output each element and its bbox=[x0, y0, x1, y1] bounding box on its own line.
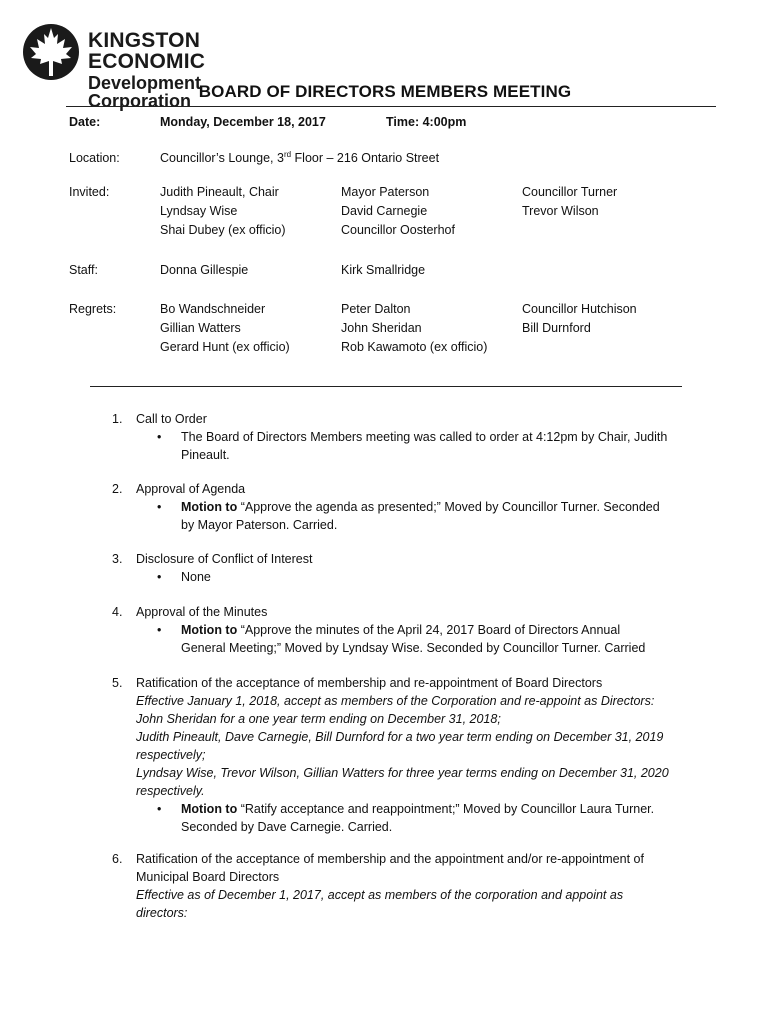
location-value bbox=[160, 149, 439, 168]
bullet-line: General Meeting;” Moved by Lyndsay Wise. Seconded by Councillor Turner. Carried bbox=[181, 641, 646, 655]
invited-col-1 bbox=[160, 183, 286, 240]
item-heading: Call to Order bbox=[136, 412, 207, 426]
regrets-col-3 bbox=[522, 300, 637, 338]
staff-member: Donna Gillespie bbox=[160, 263, 249, 277]
bullet-text bbox=[181, 428, 701, 464]
bullet-line: “Approve the minutes of the April 24, 2017 Board of Directors Annual bbox=[237, 623, 621, 637]
detail-line: directors: bbox=[136, 906, 188, 920]
detail-line: John Sheridan for a one year term ending on December 31, 2018; bbox=[136, 712, 501, 726]
regret-member: Bo Wandschneider bbox=[160, 302, 266, 316]
regrets-col-1 bbox=[160, 300, 290, 357]
invitee: Lyndsay Wise bbox=[160, 204, 238, 218]
regret-member: Rob Kawamoto (ex officio) bbox=[341, 340, 488, 354]
bullet-text bbox=[181, 621, 701, 657]
invitee: Mayor Paterson bbox=[341, 185, 430, 199]
invitee: Shai Dubey (ex officio) bbox=[160, 223, 286, 237]
bullet-text bbox=[181, 498, 701, 534]
bullet-icon: • bbox=[157, 500, 162, 514]
bullet-line: Pineault. bbox=[181, 448, 230, 462]
bullet-icon: • bbox=[157, 570, 162, 584]
bullet-line: by Mayor Paterson. Carried. bbox=[181, 518, 338, 532]
bullet-icon: • bbox=[157, 623, 162, 637]
item-number: 4. bbox=[112, 605, 123, 619]
detail-line: Effective as of December 1, 2017, accept as members of the corporation and appoint as bbox=[136, 888, 624, 902]
item-heading: Ratification of the acceptance of membership and re-appointment of Board Directors bbox=[136, 676, 603, 690]
regret-member: Bill Durnford bbox=[522, 321, 591, 335]
item-number: 6. bbox=[112, 852, 123, 866]
bullet-text: None bbox=[181, 570, 211, 584]
motion-label: Motion to bbox=[181, 623, 238, 637]
title-divider bbox=[66, 106, 716, 107]
item-number: 1. bbox=[112, 412, 123, 426]
detail-line: Judith Pineault, Dave Carnegie, Bill Durnford for a two year term ending on December 31, 2019 bbox=[136, 730, 664, 744]
item-heading: Approval of the Minutes bbox=[136, 605, 268, 619]
bullet-icon: • bbox=[157, 802, 162, 816]
motion-label: Motion to bbox=[181, 802, 238, 816]
regret-member: Councillor Hutchison bbox=[522, 302, 637, 316]
location-label: Location: bbox=[69, 151, 120, 165]
invited-label: Invited: bbox=[69, 185, 110, 199]
date-label: Date: bbox=[69, 115, 101, 129]
bullet-line: Seconded by Dave Carnegie. Carried. bbox=[181, 820, 393, 834]
invited-col-3 bbox=[522, 183, 617, 221]
regret-member: Gerard Hunt (ex officio) bbox=[160, 340, 290, 354]
bullet-icon: • bbox=[157, 430, 162, 444]
item-heading-continued: Municipal Board Directors bbox=[136, 870, 280, 884]
kedco-logo bbox=[22, 22, 282, 111]
bullet-line: The Board of Directors Members meeting was called to order at 4:12pm by Chair, Judith bbox=[181, 430, 668, 444]
detail-line: Effective January 1, 2018, accept as members of the Corporation and re-appoint as Directors: bbox=[136, 694, 655, 708]
regret-member: John Sheridan bbox=[341, 321, 422, 335]
page-title: BOARD OF DIRECTORS MEMBERS MEETING bbox=[198, 82, 572, 101]
item-number: 3. bbox=[112, 552, 123, 566]
staff-label: Staff: bbox=[69, 263, 98, 277]
invitee: Councillor Turner bbox=[522, 185, 618, 199]
item-number: 5. bbox=[112, 676, 123, 690]
detail-line: respectively; bbox=[136, 748, 206, 762]
location-post: Floor – 216 Ontario Street bbox=[291, 151, 440, 165]
bullet-text bbox=[181, 800, 701, 836]
item-number: 2. bbox=[112, 482, 123, 496]
logo-line-1: KINGSTON ECONOMIC bbox=[88, 29, 206, 73]
item-details bbox=[136, 886, 686, 922]
detail-line: Lyndsay Wise, Trevor Wilson, Gillian Watters for three year terms ending on December 31, 2020 bbox=[136, 766, 669, 780]
item-heading: Ratification of the acceptance of membership and the appointment and/or re-appointment of bbox=[136, 852, 644, 866]
date-value: Monday, December 18, 2017 bbox=[160, 115, 326, 129]
regret-member: Gillian Watters bbox=[160, 321, 241, 335]
logo-line-2: Development Corporation bbox=[88, 73, 202, 111]
bullet-line: “Ratify acceptance and reappointment;” Moved by Councillor Laura Turner. bbox=[237, 802, 655, 816]
item-heading: Disclosure of Conflict of Interest bbox=[136, 552, 313, 566]
invitee: Councillor Oosterhof bbox=[341, 223, 455, 237]
detail-line: respectively. bbox=[136, 784, 205, 798]
time-value: Time: 4:00pm bbox=[386, 115, 467, 129]
location-sup: rd bbox=[283, 149, 292, 159]
maple-leaf-icon bbox=[22, 22, 80, 82]
invitee: David Carnegie bbox=[341, 204, 428, 218]
item-details bbox=[136, 692, 686, 800]
regret-member: Peter Dalton bbox=[341, 302, 411, 316]
motion-label: Motion to bbox=[181, 500, 238, 514]
location-pre: Councillor’s Lounge, 3 bbox=[160, 151, 284, 165]
invitee: Judith Pineault, Chair bbox=[160, 185, 279, 199]
bullet-line: “Approve the agenda as presented;” Moved by Councillor Turner. Seconded bbox=[237, 500, 660, 514]
regrets-label: Regrets: bbox=[69, 302, 117, 316]
regrets-col-2 bbox=[341, 300, 487, 357]
invited-col-2 bbox=[341, 183, 455, 240]
staff-member: Kirk Smallridge bbox=[341, 263, 426, 277]
invitee: Trevor Wilson bbox=[522, 204, 599, 218]
section-divider bbox=[90, 386, 682, 387]
item-heading: Approval of Agenda bbox=[136, 482, 246, 496]
